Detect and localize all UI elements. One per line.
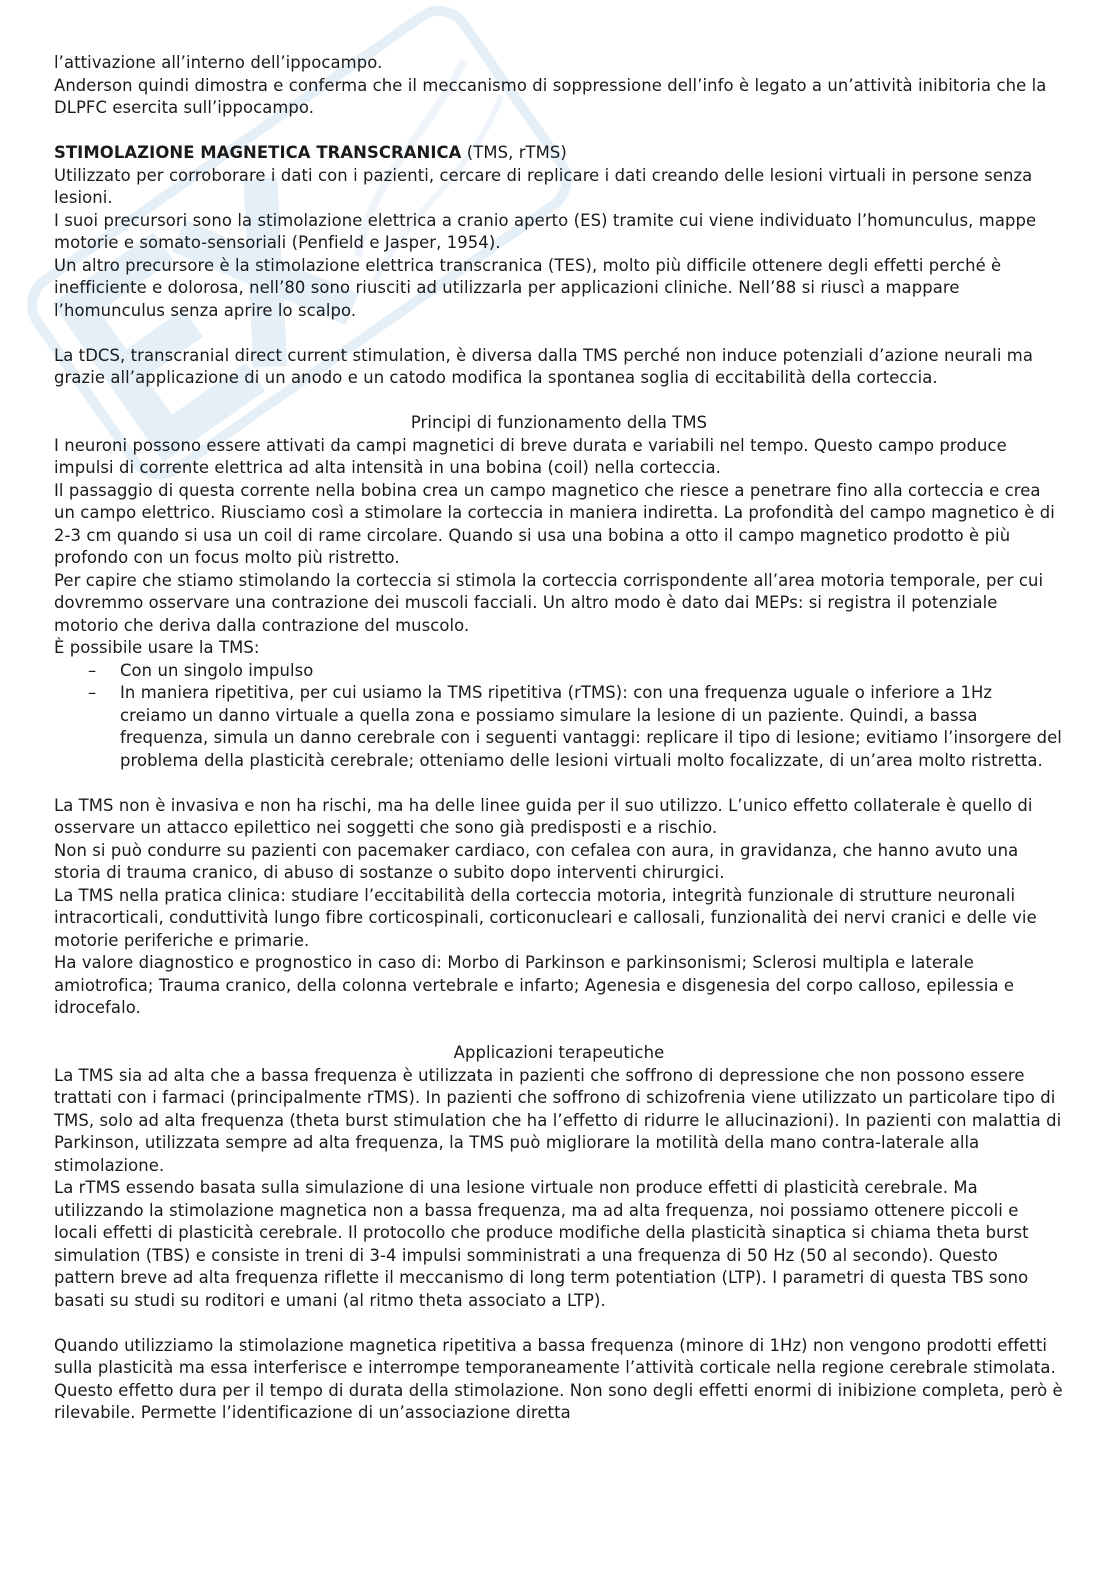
tms-usage-list xyxy=(54,660,1064,773)
principles-paragraph-6: Non si può condurre su pazienti con pacemaker cardiaco, con cefalea con aura, in gravidanza, che hanno avuto una storia di trauma cranico, di abuso di sostanze o subito dopo interventi chirurgici. xyxy=(54,840,1019,882)
principles-paragraph-2: Il passaggio di questa corrente nella bobina crea un campo magnetico che riesce a penetrare fino alla corteccia e crea un campo elettrico. Riusciamo così a stimolare la corteccia in maniera indiretta. La profondità del campo magnetico è di 2-3 cm quando si usa un coil di rame circolare. Quando si usa una bobina a otto il campo magnetico prodotto è più profondo con un focus molto più ristretto. xyxy=(54,480,1055,567)
principles-title: Principi di funzionamento della TMS xyxy=(410,413,708,432)
tms-section-heading xyxy=(54,142,1064,165)
list-item xyxy=(88,660,1064,683)
list-dash-marker: – xyxy=(88,660,97,680)
principles-paragraph-1: I neuroni possono essere attivati da campi magnetici di breve durata e variabili nel tempo. Questo campo produce impulsi di corrente elettrica ad alta intensità in una bobina (coil) nella corteccia. xyxy=(54,435,1007,477)
principles-paragraph-8: Ha valore diagnostico e prognostico in caso di: Morbo di Parkinson e parkinsonismi; Sclerosi multipla e laterale amiotrofica; Trauma cranico, della colonna vertebrale e infarto; Agenesia e disgenesia del corpo calloso, epilessia e idrocefalo. xyxy=(54,953,1015,1017)
list-item-text: In maniera ripetitiva, per cui usiamo la TMS ripetitiva (rTMS): con una frequenza uguale o inferiore a 1Hz creiamo un danno virtuale a quella zona e possiamo simulare la lesione di un paziente. Quindi, a bassa frequenza, simula un danno cerebrale con i seguenti vantaggi: replicare il tipo di lesione; evitiamo l’insorgere del problema della plasticità cerebrale; otteniamo delle lesioni virtuali molto focalizzate, di un’area molto ristretta. xyxy=(120,683,1062,770)
list-item xyxy=(88,682,1064,772)
tms-paragraph-3: Un altro precursore è la stimolazione elettrica transcranica (TES), molto più difficile ottenere degli effetti perché è inefficiente e dolorosa, nell’80 sono riusciti ad utilizzarla per applicazioni cliniche. Nell’88 si riuscì a mappare l’homunculus senza aprire lo scalpo. xyxy=(54,255,1002,320)
tms-heading-rest: (TMS, rTMS) xyxy=(461,143,567,162)
document-page xyxy=(54,52,1064,1425)
tms-paragraph-2: I suoi precursori sono la stimolazione elettrica a cranio aperto (ES) tramite cui viene individuato l’homunculus, mappe motorie e somato-sensoriali (Penfield e Jasper, 1954). xyxy=(54,210,1037,252)
principles-paragraph-4: È possibile usare la TMS: xyxy=(54,638,260,657)
intro-paragraph-1: l’attivazione all’interno dell’ippocampo. xyxy=(54,53,383,72)
principles-paragraph-5: La TMS non è invasiva e non ha rischi, ma ha delle linee guida per il suo utilizzo. L’unico effetto collaterale è quello di osservare un attacco epilettico nei soggetti che sono già predisposti e a rischio. xyxy=(54,795,1033,837)
therapeutic-title: Applicazioni terapeutiche xyxy=(453,1043,665,1062)
principles-paragraph-3: Per capire che stiamo stimolando la corteccia si stimola la corteccia corrispondente all’area motoria temporale, per cui dovremmo osservare una contrazione dei muscoli facciali. Un altro modo è dato dai MEPs: si registra il potenziale motorio che deriva dalla contrazione del muscolo. xyxy=(54,570,1044,635)
intro-paragraph-2: Anderson quindi dimostra e conferma che il meccanismo di soppressione dell’info è legato a un’attività inibitoria che la DLPFC esercita sull’ippocampo. xyxy=(54,75,1047,117)
list-item-text: Con un singolo impulso xyxy=(120,660,314,680)
tms-paragraph-1: Utilizzato per corroborare i dati con i pazienti, cercare di replicare i dati creando delle lesioni virtuali in persone senza lesioni. xyxy=(54,165,1033,207)
therapeutic-paragraph-2: La rTMS essendo basata sulla simulazione di una lesione virtuale non produce effetti di plasticità cerebrale. Ma utilizzando la stimolazione magnetica non a bassa frequenza, ma ad alta frequenza, noi possiamo ottenere piccoli e locali effetti di plasticità cerebrale. Il protocollo che produce modifiche della plasticità sinaptica si chiama theta burst simulation (TBS) e consiste in treni di 3-4 impulsi somministrati a una frequenza di 50 Hz (50 al secondo). Questo pattern breve ad alta frequenza riflette il meccanismo di long term potentiation (LTP). I parametri di questa TBS sono basati su studi su roditori e umani (al ritmo theta associato a LTP). xyxy=(54,1178,1029,1310)
tms-paragraph-4: La tDCS, transcranial direct current stimulation, è diversa dalla TMS perché non induce potenziali d’azione neurali ma grazie all’applicazione di un anodo e un catodo modifica la spontanea soglia di eccitabilità della corteccia. xyxy=(54,345,1033,387)
principles-paragraph-7: La TMS nella pratica clinica: studiare l’eccitabilità della corteccia motoria, integrità funzionale di strutture neuronali intracorticali, conduttività lungo fibre corticospinali, corticonucleari e callosali, funzionalità dei nervi cranici e delle vie motorie periferiche e primarie. xyxy=(54,885,1037,950)
therapeutic-paragraph-1: La TMS sia ad alta che a bassa frequenza è utilizzata in pazienti che soffrono di depressione che non possono essere trattati con i farmaci (principalmente rTMS). In pazienti che soffrono di schizofrenia viene utilizzato un particolare tipo di TMS, solo ad alta frequenza (theta burst stimulation che ha l’effetto di ridurre le allucinazioni). In pazienti con malattia di Parkinson, utilizzata sempre ad alta frequenza, la TMS può migliorare la motilità della mano contra-laterale alla stimolazione. xyxy=(54,1065,1062,1175)
tms-heading-bold: STIMOLAZIONE MAGNETICA TRANSCRANICA xyxy=(54,143,462,162)
list-dash-marker: – xyxy=(88,683,97,702)
therapeutic-paragraph-3: Quando utilizziamo la stimolazione magnetica ripetitiva a bassa frequenza (minore di 1Hz) non vengono prodotti effetti sulla plasticità ma essa interferisce e interrompe temporaneamente l’attività corticale nella regione cerebrale stimolata. Questo effetto dura per il tempo di durata della stimolazione. Non sono degli effetti enormi di inibizione completa, però è rilevabile. Permette l’identificazione di un’associazione diretta xyxy=(54,1335,1063,1422)
